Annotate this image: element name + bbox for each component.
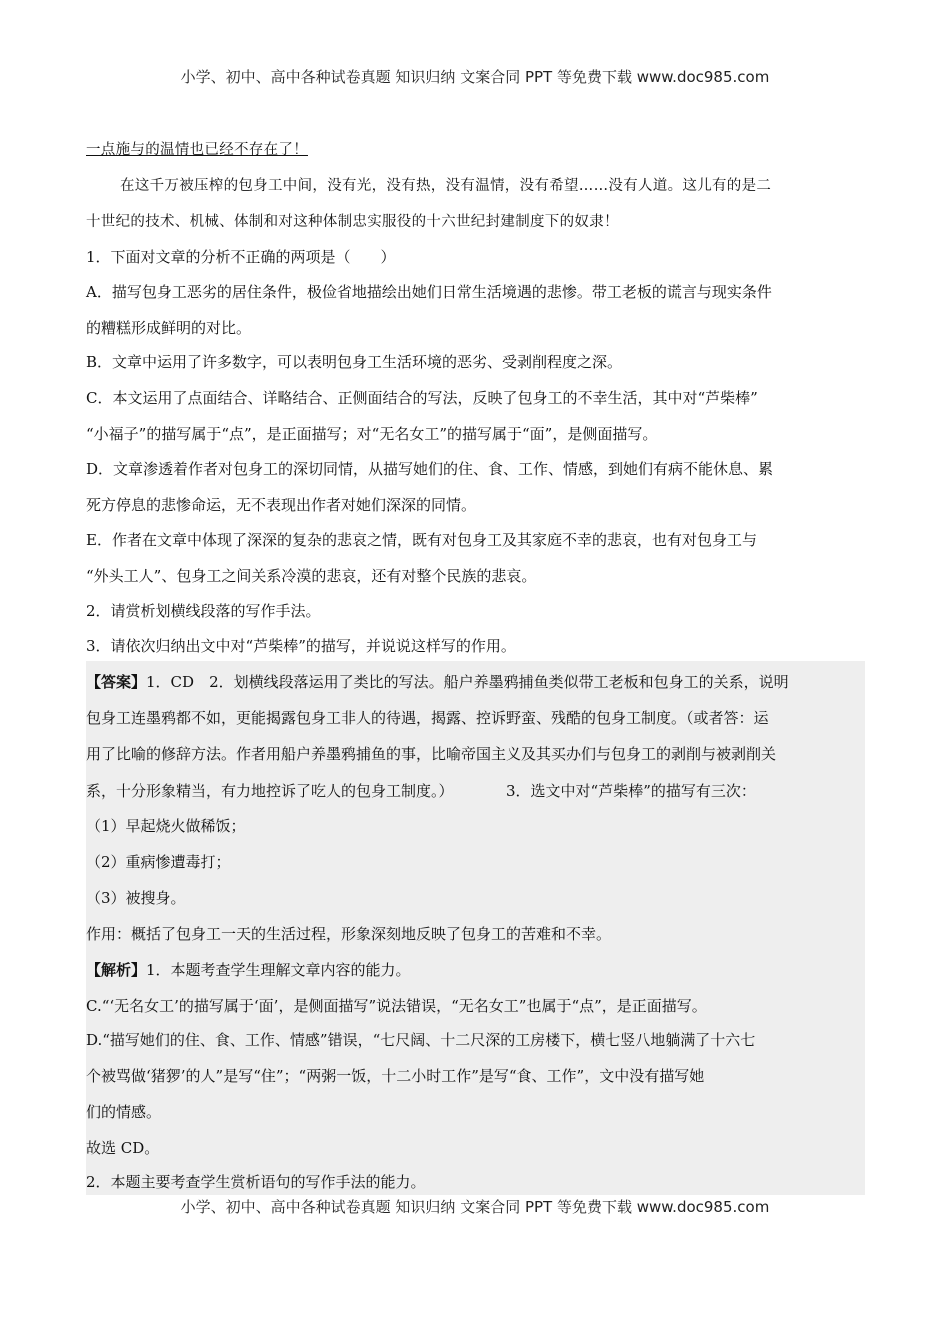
option-b: B．文章中运用了许多数字，可以表明包身工生活环境的恶劣、受剥削程度之深。 bbox=[86, 353, 623, 371]
question-2: 2．请赏析划横线段落的写作手法。 bbox=[86, 602, 321, 620]
answer-line-1 bbox=[86, 672, 866, 692]
answer-line-2: 包身工连墨鸦都不如，更能揭露包身工非人的待遇，揭露、控诉野蛮、残酷的包身工制度。（或者答：运 bbox=[86, 709, 769, 727]
page-header: 小学、初中、高中各种试卷真题 知识归纳 文案合同 PPT 等免费下载 www.doc985.com bbox=[180, 68, 770, 86]
option-e-line-1: E．作者在文章中体现了深深的复杂的悲哀之情，既有对包身工及其家庭不幸的悲哀，也有对包身工与 bbox=[86, 531, 757, 549]
underlined-passage-line: 一点施与的温情也已经不存在了！ bbox=[86, 142, 308, 158]
analysis-line-5: 们的情感。 bbox=[86, 1103, 162, 1121]
answer-line-5: （1）早起烧火做稀饭； bbox=[86, 817, 246, 835]
option-a-line-1: A．描写包身工恶劣的居住条件，极俭省地描绘出她们日常生活境遇的悲惨。带工老板的谎言与现实条件 bbox=[86, 283, 772, 301]
option-d-line-1: D．文章渗透着作者对包身工的深切同情，从描写她们的住、食、工作、情感，到她们有病不能休息、累 bbox=[86, 460, 774, 478]
analysis-line-1 bbox=[86, 960, 866, 980]
answer-label: 【答案】 bbox=[86, 673, 147, 691]
analysis-line-7: 2．本题主要考查学生赏析语句的写作手法的能力。 bbox=[86, 1173, 426, 1191]
answer-line-7: （3）被搜身。 bbox=[86, 889, 186, 907]
analysis-line-4: 个被骂做‘猪猡’的人”是写“住”；“两粥一饭，十二小时工作”是写“食、工作”，文中没有描写她 bbox=[86, 1067, 705, 1085]
answer-line-3: 用了比喻的修辞方法。作者用船户养墨鸦捕鱼的事，比喻帝国主义及其买办们与包身工的剥削与被剥削关 bbox=[86, 745, 777, 763]
answer-text-1: 1．CD 2．划横线段落运用了类比的写法。船户养墨鸦捕鱼类似带工老板和包身工的关系，说明 bbox=[146, 673, 789, 691]
answer-line-6: （2）重病惨遭毒打； bbox=[86, 853, 231, 871]
page-footer: 小学、初中、高中各种试卷真题 知识归纳 文案合同 PPT 等免费下载 www.doc985.com bbox=[180, 1198, 770, 1216]
answer-line-8: 作用：概括了包身工一天的生活过程，形象深刻地反映了包身工的苦难和不幸。 bbox=[86, 925, 612, 943]
question-1: 1．下面对文章的分析不正确的两项是（ ） bbox=[86, 248, 396, 266]
analysis-line-3: D.“描写她们的住、食、工作、情感”错误，“七尺阔、十二尺深的工房楼下，横七竖八地躺满了十六七 bbox=[86, 1031, 756, 1049]
passage-paragraph-line-1: 在这千万被压榨的包身工中间，没有光，没有热，没有温情，没有希望……没有人道。这儿有的是二 bbox=[120, 178, 772, 194]
option-a-line-2: 的糟糕形成鲜明的对比。 bbox=[86, 319, 252, 337]
analysis-line-6: 故选 CD。 bbox=[86, 1139, 160, 1157]
option-c-line-2: “小福子”的描写属于“点”，是正面描写；对“无名女工”的描写属于“面”，是侧面描写。 bbox=[86, 425, 658, 443]
answer-line-4: 系，十分形象精当，有力地控诉了吃人的包身工制度。） 3．选文中对“芦柴棒”的描写有三次： bbox=[86, 782, 756, 800]
passage-paragraph-line-2: 十世纪的技术、机械、体制和对这种体制忠实服役的十六世纪封建制度下的奴隶！ bbox=[86, 214, 619, 230]
option-c-line-1: C．本文运用了点面结合、详略结合、正侧面结合的写法，反映了包身工的不幸生活，其中对“芦柴棒” bbox=[86, 389, 758, 407]
option-d-line-2: 死方停息的悲惨命运，无不表现出作者对她们深深的同情。 bbox=[86, 496, 477, 514]
question-3: 3．请依次归纳出文中对“芦柴棒”的描写，并说说这样写的作用。 bbox=[86, 637, 516, 655]
option-e-line-2: “外头工人”、包身工之间关系冷漠的悲哀，还有对整个民族的悲哀。 bbox=[86, 567, 537, 585]
analysis-text-1: 1．本题考查学生理解文章内容的能力。 bbox=[146, 961, 411, 979]
analysis-line-2: C.“‘无名女工’的描写属于‘面’，是侧面描写”说法错误，“无名女工”也属于“点”，是正面描写。 bbox=[86, 997, 707, 1015]
analysis-label: 【解析】 bbox=[86, 961, 147, 979]
